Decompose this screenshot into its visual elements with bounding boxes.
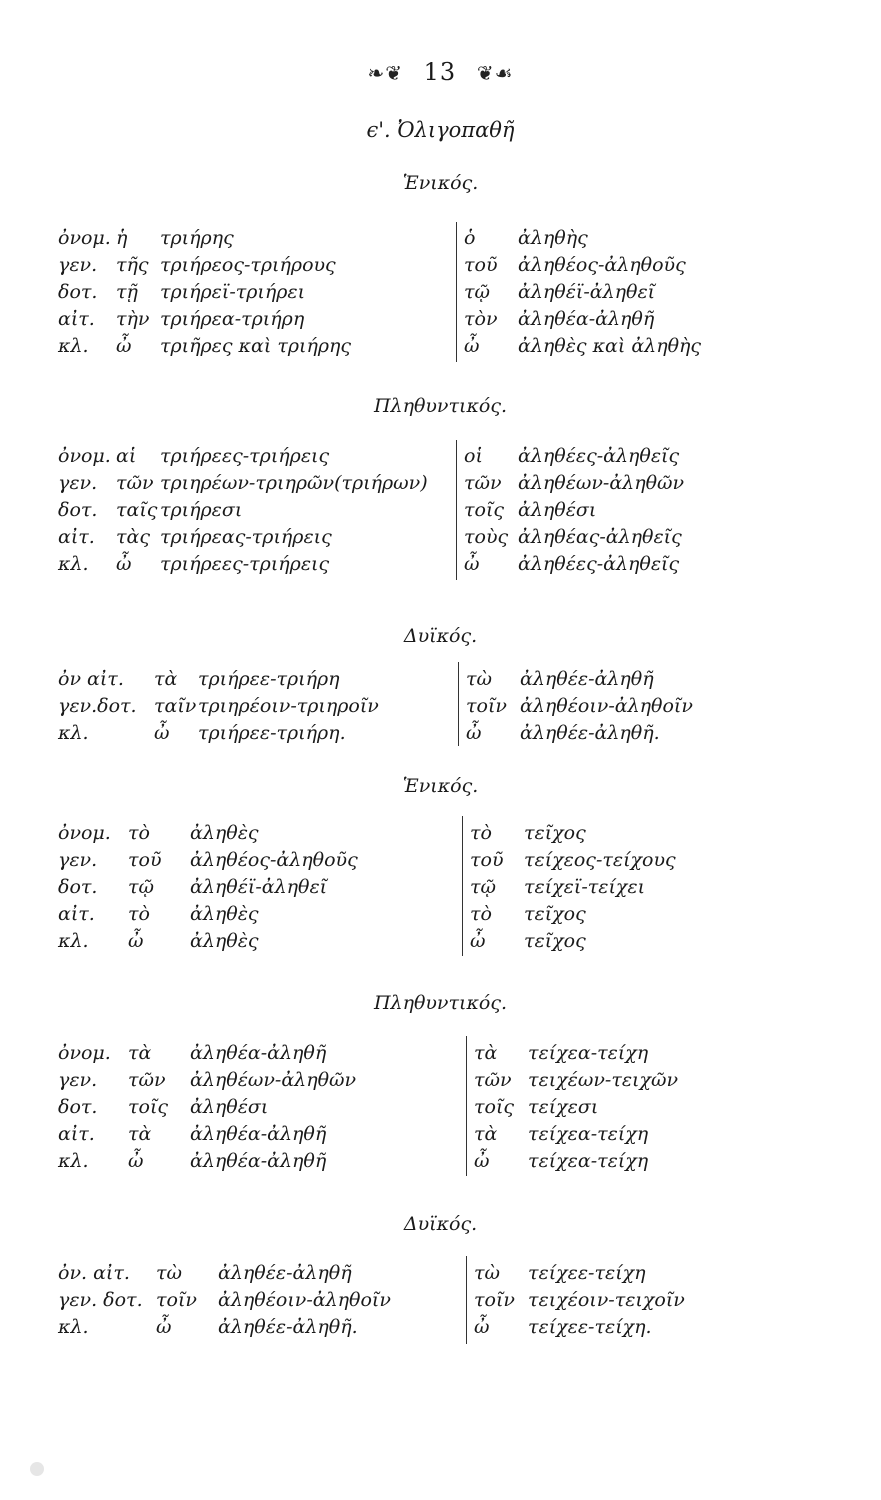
word-form: ἀληθέος-ἀληθοῦς xyxy=(518,254,686,276)
paper-speck xyxy=(30,1462,44,1476)
article: τοῖν xyxy=(474,1289,515,1311)
page-header xyxy=(0,58,881,86)
article: οἱ xyxy=(464,445,483,467)
word-form: ἀληθέα-ἀληθῆ xyxy=(190,1042,327,1064)
article: ταῖν xyxy=(154,695,197,717)
word-form: ἀληθέε-ἀληθῆ xyxy=(520,668,654,690)
case-label: γεν. xyxy=(58,1069,98,1091)
article: ὦ xyxy=(464,335,480,357)
word-form: τριήρεες-τριήρεις xyxy=(160,553,330,575)
declension-row xyxy=(58,443,428,470)
declension-row xyxy=(470,820,676,847)
group2-right-column xyxy=(464,443,684,578)
declension-row xyxy=(470,928,676,955)
group6-left-column xyxy=(58,1260,391,1341)
declension-row xyxy=(470,901,676,928)
article: τὼ xyxy=(466,668,493,690)
case-label: αἰτ. xyxy=(58,526,95,548)
group1-divider xyxy=(456,222,457,362)
case-label: ὀνομ. xyxy=(58,445,111,467)
article: τοῖς xyxy=(474,1096,515,1118)
case-label: ὀν. αἰτ. xyxy=(58,1262,130,1284)
group3-divider xyxy=(458,662,459,746)
ornament-right-icon: ❦☙ xyxy=(476,61,514,85)
word-form: τείχεα-τείχη xyxy=(528,1123,649,1145)
article: τὸ xyxy=(128,903,150,925)
declension-row xyxy=(464,443,684,470)
article: τὴν xyxy=(116,308,150,330)
word-form: ἀληθέων-ἀληθῶν xyxy=(190,1069,357,1091)
article: τὸ xyxy=(470,822,492,844)
declension-row xyxy=(58,901,358,928)
article: ὦ xyxy=(470,930,486,952)
article: αἱ xyxy=(116,445,137,467)
declension-row xyxy=(474,1067,678,1094)
group5-left-column xyxy=(58,1040,356,1175)
group4-left-column xyxy=(58,820,358,955)
declension-row xyxy=(466,666,693,693)
article: ὦ xyxy=(128,1150,144,1172)
case-label: γεν.δοτ. xyxy=(58,695,137,717)
word-form: ἀληθέα-ἀληθῆ xyxy=(190,1150,327,1172)
declension-row xyxy=(58,1094,356,1121)
declension-row xyxy=(58,1121,356,1148)
case-label: ὀνομ. xyxy=(58,1042,111,1064)
word-form: τειχέοιν-τειχοῖν xyxy=(528,1289,685,1311)
word-form: ἀληθέε-ἀληθῆ xyxy=(218,1262,352,1284)
article: τῶν xyxy=(116,472,154,494)
word-form: τριήρεας-τριήρεις xyxy=(160,526,332,548)
group2-divider xyxy=(456,440,457,580)
case-label: γεν. xyxy=(58,254,98,276)
declension-row xyxy=(58,279,351,306)
declension-row xyxy=(466,720,693,747)
word-form: τείχεε-τείχη xyxy=(528,1262,646,1284)
article: τῶν xyxy=(464,472,502,494)
case-label: γεν. xyxy=(58,849,98,871)
declension-row xyxy=(58,666,379,693)
declension-row xyxy=(464,252,701,279)
declension-row xyxy=(464,279,701,306)
declension-row xyxy=(58,551,428,578)
word-form: ἀληθὲς xyxy=(190,903,259,925)
word-form: τείχεσι xyxy=(528,1096,599,1118)
declension-row xyxy=(464,470,684,497)
word-form: τριηρέοιν-τριηροῖν xyxy=(198,695,379,717)
case-label: αἰτ. xyxy=(58,903,95,925)
declension-row xyxy=(464,524,684,551)
word-form: ἀληθέοιν-ἀληθοῖν xyxy=(218,1289,391,1311)
case-label: δοτ. xyxy=(58,876,98,898)
article: ὦ xyxy=(474,1316,490,1338)
word-form: ἀληθέος-ἀληθοῦς xyxy=(190,849,358,871)
article: τὰ xyxy=(128,1123,152,1145)
ornament-left-icon: ❧❦ xyxy=(367,61,403,85)
word-form: τριήρεε-τριήρη xyxy=(198,668,340,690)
word-form: τριήρης xyxy=(160,227,234,249)
word-form: ἀληθὲς xyxy=(190,930,259,952)
article: τοῖς xyxy=(464,499,505,521)
article: τοῦ xyxy=(470,849,504,871)
group4-right-column xyxy=(470,820,676,955)
case-label: κλ. xyxy=(58,930,89,952)
article: ὦ xyxy=(128,930,144,952)
article: ὦ xyxy=(116,335,132,357)
declension-row xyxy=(474,1040,678,1067)
group5-right-column xyxy=(474,1040,678,1175)
group5-divider xyxy=(466,1036,467,1176)
word-form: τριήρεε-τριήρη. xyxy=(198,722,346,744)
article: τὼ xyxy=(474,1262,501,1284)
word-form: τείχεϊ-τείχει xyxy=(524,876,646,898)
declension-row xyxy=(474,1260,685,1287)
case-label: ὀνομ. xyxy=(58,227,111,249)
declension-row xyxy=(58,874,358,901)
group5-heading: Πληθυντικός. xyxy=(373,992,508,1014)
article: τῶν xyxy=(128,1069,166,1091)
word-form: ἀληθέϊ-ἀληθεῖ xyxy=(190,876,328,898)
case-label: ὀν αἰτ. xyxy=(58,668,124,690)
declension-row xyxy=(58,1067,356,1094)
word-form: τριηρέων-τριηρῶν(τριήρων) xyxy=(160,472,428,494)
article: τὰ xyxy=(474,1042,498,1064)
declension-row xyxy=(464,225,701,252)
word-form: ἀληθέε-ἀληθῆ. xyxy=(520,722,660,744)
case-label: δοτ. xyxy=(58,281,98,303)
group1-right-column xyxy=(464,225,701,360)
group4-divider xyxy=(462,816,463,956)
article: τῇ xyxy=(116,281,138,303)
article: ταῖς xyxy=(116,499,158,521)
group1-left-column xyxy=(58,225,351,360)
group6-right-column xyxy=(474,1260,685,1341)
word-form: τριῆρες καὶ τριήρης xyxy=(160,335,352,357)
declension-row xyxy=(58,306,351,333)
declension-row xyxy=(474,1148,678,1175)
case-label: κλ. xyxy=(58,335,89,357)
section-title: ϵ'. Ὀλιγοπαθῆ xyxy=(366,118,515,142)
word-form: ἀληθὲς xyxy=(190,822,259,844)
case-label: δοτ. xyxy=(58,499,98,521)
declension-row xyxy=(58,1260,391,1287)
article: ὁ xyxy=(464,227,476,249)
word-form: τριήρεα-τριήρη xyxy=(160,308,305,330)
declension-row xyxy=(474,1287,685,1314)
declension-row xyxy=(58,693,379,720)
declension-row xyxy=(58,847,358,874)
article: τὰ xyxy=(128,1042,152,1064)
declension-row xyxy=(470,847,676,874)
group3-right-column xyxy=(466,666,693,747)
article: ἡ xyxy=(116,227,128,249)
declension-row xyxy=(58,470,428,497)
word-form: ἀληθέσι xyxy=(518,499,597,521)
declension-row xyxy=(58,497,428,524)
group3-heading: Δυϊκός. xyxy=(403,625,478,647)
declension-row xyxy=(58,1314,391,1341)
declension-row xyxy=(58,928,358,955)
word-form: ἀληθὴς xyxy=(518,227,588,249)
word-form: τεῖχος xyxy=(524,930,586,952)
word-form: τείχεε-τείχη. xyxy=(528,1316,652,1338)
case-label: κλ. xyxy=(58,722,89,744)
word-form: τριήρεος-τριήρους xyxy=(160,254,336,276)
article: τοῖν xyxy=(156,1289,197,1311)
group6-heading: Δυϊκός. xyxy=(403,1213,478,1235)
article: τὼ xyxy=(156,1262,183,1284)
article: τοῖν xyxy=(466,695,507,717)
word-form: τριήρεες-τριήρεις xyxy=(160,445,330,467)
declension-row xyxy=(58,1148,356,1175)
declension-row xyxy=(464,306,701,333)
word-form: τριήρεϊ-τριήρει xyxy=(160,281,306,303)
case-label: κλ. xyxy=(58,1316,89,1338)
word-form: τείχεα-τείχη xyxy=(528,1042,649,1064)
word-form: τειχέων-τειχῶν xyxy=(528,1069,679,1091)
case-label: κλ. xyxy=(58,553,89,575)
article: τοὺς xyxy=(464,526,509,548)
article: ὦ xyxy=(116,553,132,575)
article: ὦ xyxy=(474,1150,490,1172)
word-form: ἀληθέα-ἀληθῆ xyxy=(518,308,655,330)
word-form: ἀληθέε-ἀληθῆ. xyxy=(218,1316,358,1338)
word-form: τείχεα-τείχη xyxy=(528,1150,649,1172)
article: τοῦ xyxy=(464,254,498,276)
word-form: ἀληθέα-ἀληθῆ xyxy=(190,1123,327,1145)
article: τοῦ xyxy=(128,849,162,871)
declension-row xyxy=(470,874,676,901)
word-form: ἀληθὲς καὶ ἀληθὴς xyxy=(518,335,702,357)
case-label: γεν. δοτ. xyxy=(58,1289,143,1311)
article: τὸ xyxy=(128,822,150,844)
word-form: ἀληθέοιν-ἀληθοῖν xyxy=(520,695,693,717)
group1-heading: Ἑνικός. xyxy=(402,172,479,194)
word-form: τεῖχος xyxy=(524,903,586,925)
article: τοῖς xyxy=(128,1096,169,1118)
declension-row xyxy=(58,1287,391,1314)
article: τὰς xyxy=(116,526,150,548)
article: τῷ xyxy=(470,876,497,898)
article: τὸ xyxy=(470,903,492,925)
declension-row xyxy=(58,524,428,551)
case-label: γεν. xyxy=(58,472,98,494)
declension-row xyxy=(464,551,684,578)
declension-row xyxy=(464,333,701,360)
word-form: ἀληθέες-ἀληθεῖς xyxy=(518,445,680,467)
group4-heading: Ἑνικός. xyxy=(402,775,479,797)
word-form: τεῖχος xyxy=(524,822,586,844)
article: τῷ xyxy=(464,281,491,303)
page-number: 13 xyxy=(423,58,457,86)
article: τῷ xyxy=(128,876,155,898)
case-label: αἰτ. xyxy=(58,1123,95,1145)
declension-row xyxy=(474,1314,685,1341)
case-label: κλ. xyxy=(58,1150,89,1172)
article: τὰ xyxy=(474,1123,498,1145)
word-form: ἀληθέας-ἀληθεῖς xyxy=(518,526,682,548)
article: τὸν xyxy=(464,308,498,330)
article: ὦ xyxy=(464,553,480,575)
declension-row xyxy=(58,252,351,279)
group2-left-column xyxy=(58,443,428,578)
declension-row xyxy=(58,333,351,360)
group6-divider xyxy=(466,1256,467,1344)
case-label: αἰτ. xyxy=(58,308,95,330)
declension-row xyxy=(474,1121,678,1148)
declension-row xyxy=(474,1094,678,1121)
word-form: ἀληθέες-ἀληθεῖς xyxy=(518,553,680,575)
declension-row xyxy=(464,497,684,524)
declension-row xyxy=(466,693,693,720)
article: ὦ xyxy=(466,722,482,744)
declension-row xyxy=(58,720,379,747)
article: τῆς xyxy=(116,254,149,276)
declension-row xyxy=(58,1040,356,1067)
group3-left-column xyxy=(58,666,379,747)
word-form: ἀληθέων-ἀληθῶν xyxy=(518,472,685,494)
word-form: ἀληθέϊ-ἀληθεῖ xyxy=(518,281,656,303)
declension-row xyxy=(58,820,358,847)
word-form: τριήρεσι xyxy=(160,499,243,521)
word-form: ἀληθέσι xyxy=(190,1096,269,1118)
case-label: δοτ. xyxy=(58,1096,98,1118)
article: τῶν xyxy=(474,1069,512,1091)
article: ὦ xyxy=(156,1316,172,1338)
article: τὰ xyxy=(154,668,178,690)
group2-heading: Πληθυντικός. xyxy=(373,395,508,417)
word-form: τείχεος-τείχους xyxy=(524,849,676,871)
article: ὦ xyxy=(154,722,170,744)
declension-row xyxy=(58,225,351,252)
case-label: ὀνομ. xyxy=(58,822,111,844)
